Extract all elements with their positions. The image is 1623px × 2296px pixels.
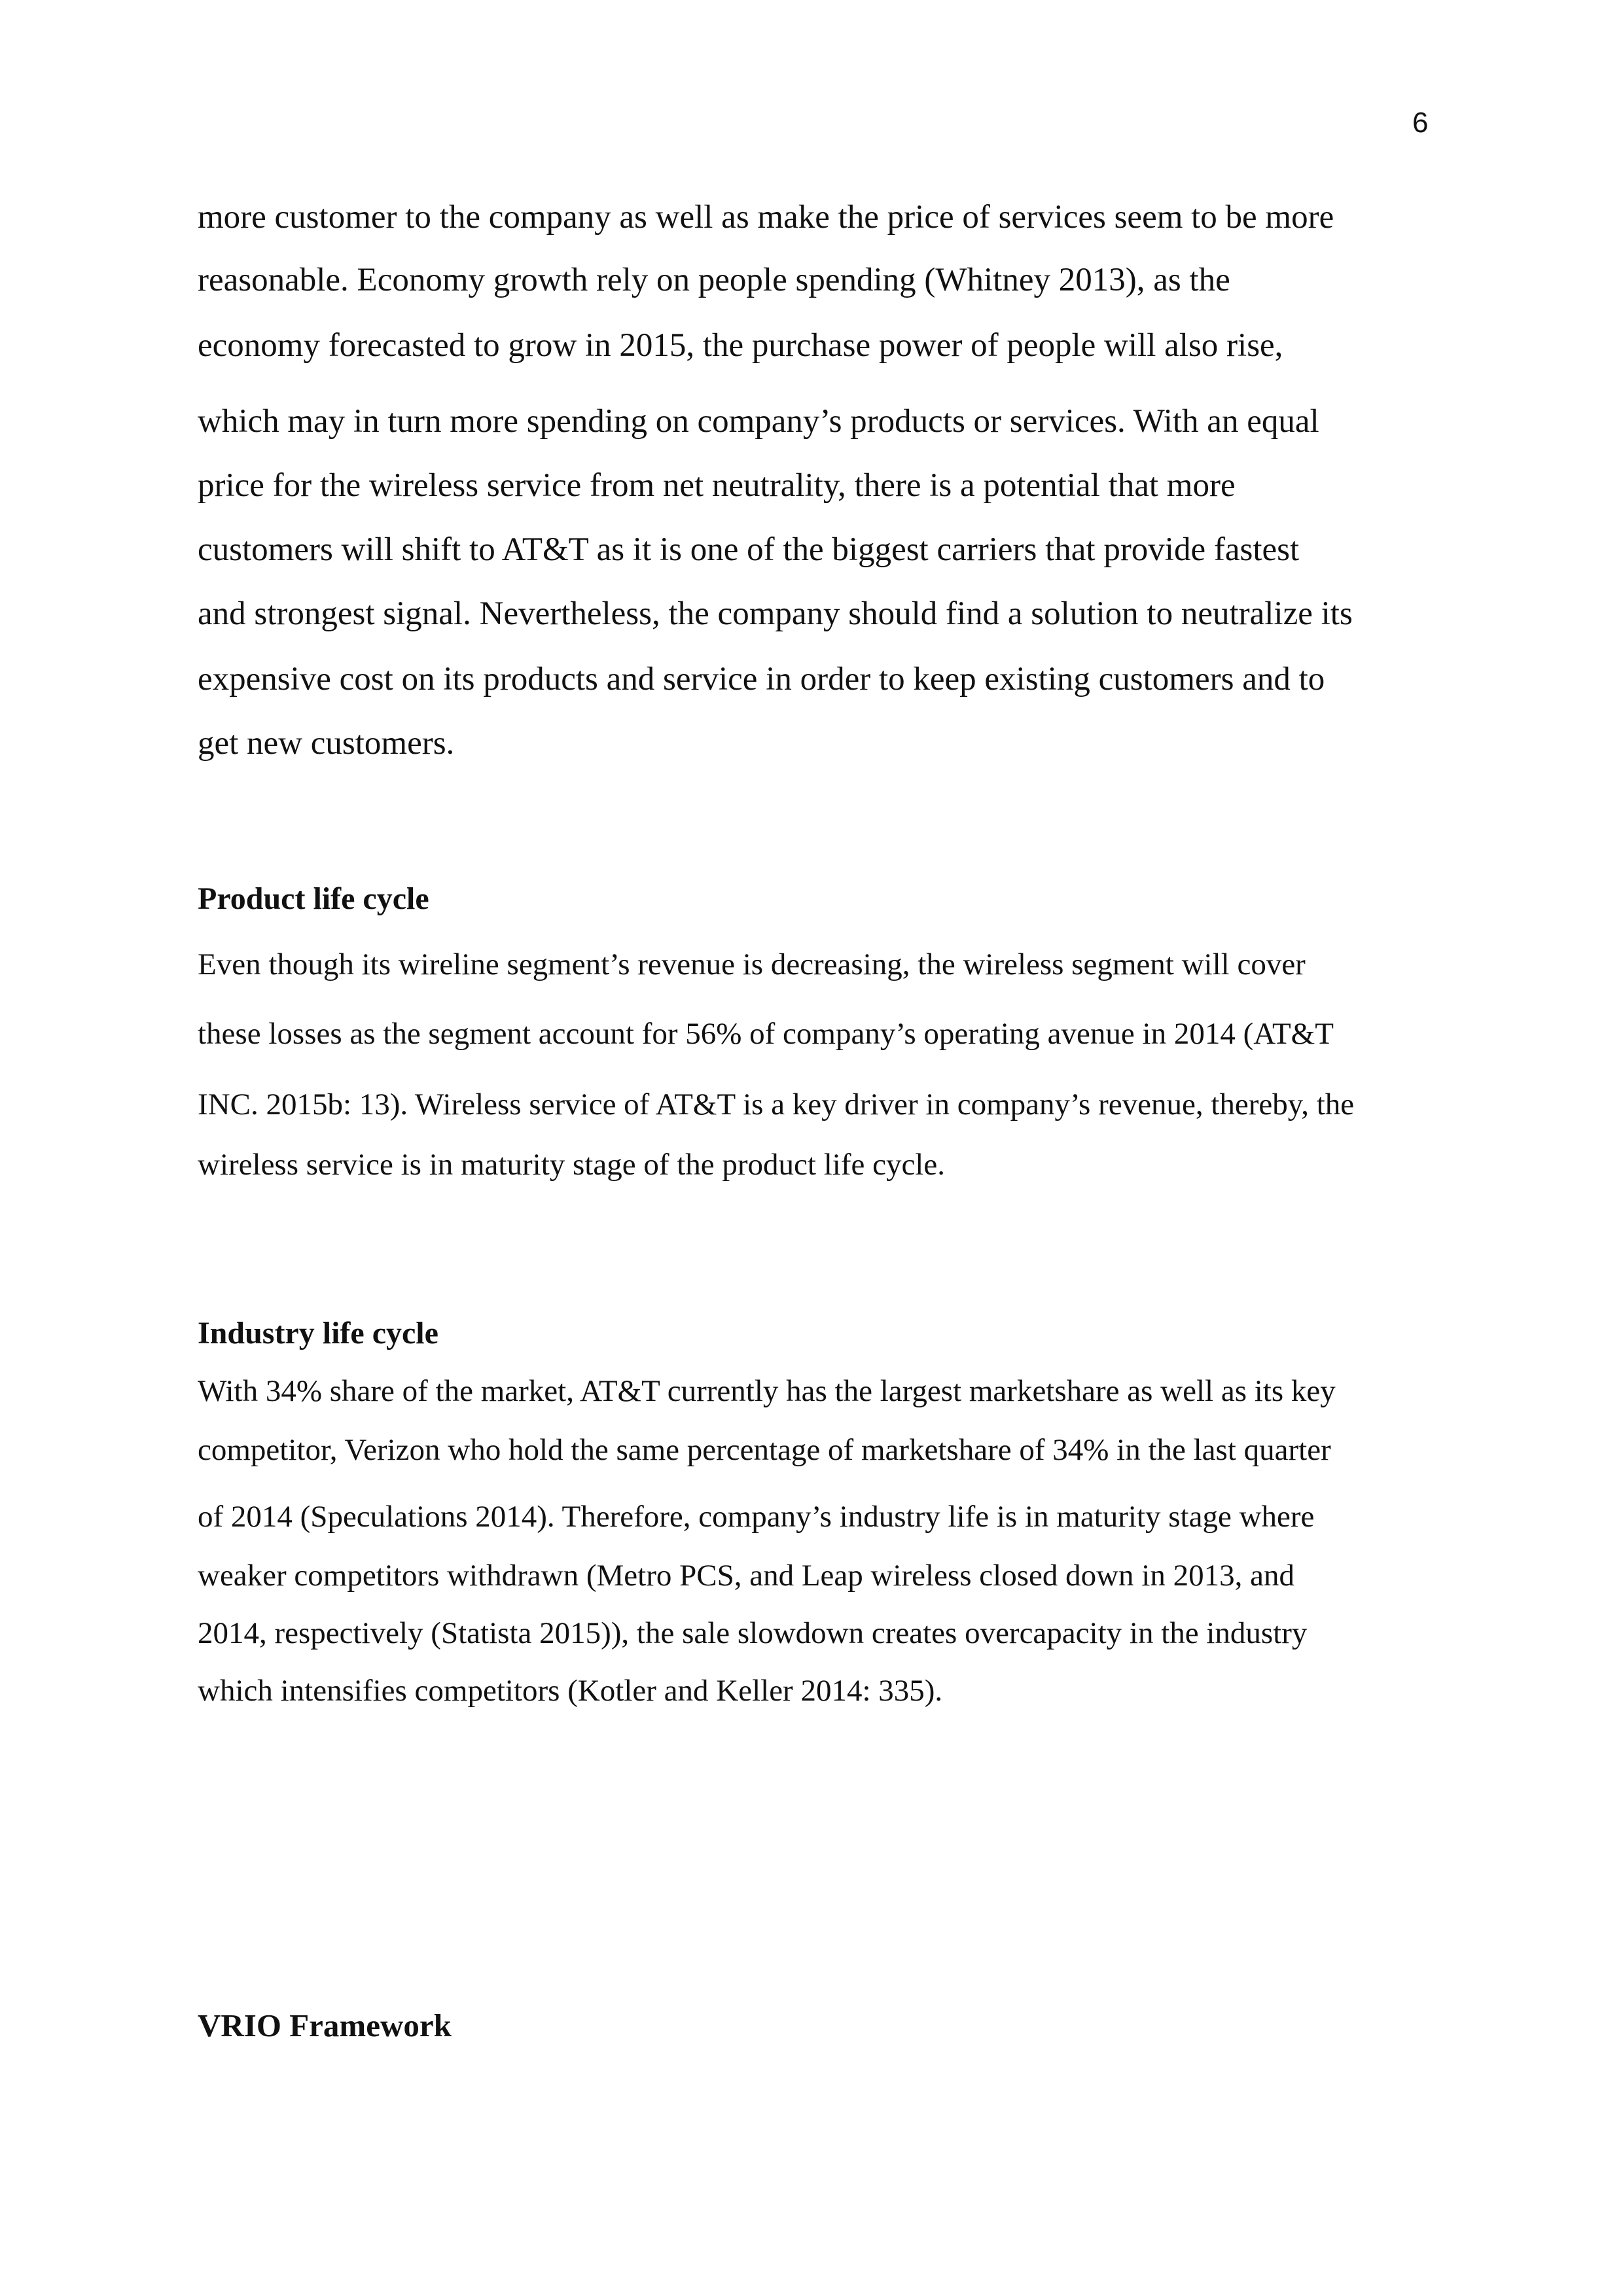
paragraph-line: INC. 2015b: 13). Wireless service of AT&T is a key driver in company’s revenue, thereby, the bbox=[198, 1087, 1355, 1122]
paragraph-line: wireless service is in maturity stage of the product life cycle. bbox=[198, 1148, 945, 1182]
section-heading-product-life-cycle: Product life cycle bbox=[198, 881, 429, 916]
paragraph-line: get new customers. bbox=[198, 725, 455, 762]
paragraph-line: price for the wireless service from net neutrality, there is a potential that more bbox=[198, 467, 1236, 504]
paragraph-line: and strongest signal. Nevertheless, the company should find a solution to neutralize its bbox=[198, 595, 1353, 632]
paragraph-line: of 2014 (Speculations 2014). Therefore, company’s industry life is in maturity stage where bbox=[198, 1500, 1315, 1534]
paragraph-line: With 34% share of the market, AT&T currently has the largest marketshare as well as its key bbox=[198, 1374, 1336, 1408]
section-heading-vrio-framework: VRIO Framework bbox=[198, 2007, 452, 2043]
paragraph-line: weaker competitors withdrawn (Metro PCS, and Leap wireless closed down in 2013, and bbox=[198, 1559, 1294, 1593]
paragraph-line: economy forecasted to grow in 2015, the purchase power of people will also rise, bbox=[198, 327, 1283, 364]
paragraph-line: which may in turn more spending on company’s products or services. With an equal bbox=[198, 403, 1319, 440]
paragraph-line: more customer to the company as well as make the price of services seem to be more bbox=[198, 199, 1334, 236]
paragraph-line: customers will shift to AT&T as it is one of the biggest carriers that provide fastest bbox=[198, 531, 1300, 568]
page-number: 6 bbox=[1412, 107, 1429, 139]
paragraph-line: which intensifies competitors (Kotler and Keller 2014: 335). bbox=[198, 1674, 943, 1708]
paragraph-line: 2014, respectively (Statista 2015)), the sale slowdown creates overcapacity in the industry bbox=[198, 1616, 1308, 1650]
paragraph-line: Even though its wireline segment’s revenue is decreasing, the wireless segment will cover bbox=[198, 947, 1306, 981]
paragraph-line: expensive cost on its products and service in order to keep existing customers and to bbox=[198, 661, 1325, 698]
paragraph-line: these losses as the segment account for 56% of company’s operating avenue in 2014 (AT&T bbox=[198, 1017, 1334, 1051]
paragraph-line: reasonable. Economy growth rely on people spending (Whitney 2013), as the bbox=[198, 262, 1230, 298]
section-heading-industry-life-cycle: Industry life cycle bbox=[198, 1316, 438, 1351]
paragraph-line: competitor, Verizon who hold the same percentage of marketshare of 34% in the last quarter bbox=[198, 1433, 1331, 1467]
